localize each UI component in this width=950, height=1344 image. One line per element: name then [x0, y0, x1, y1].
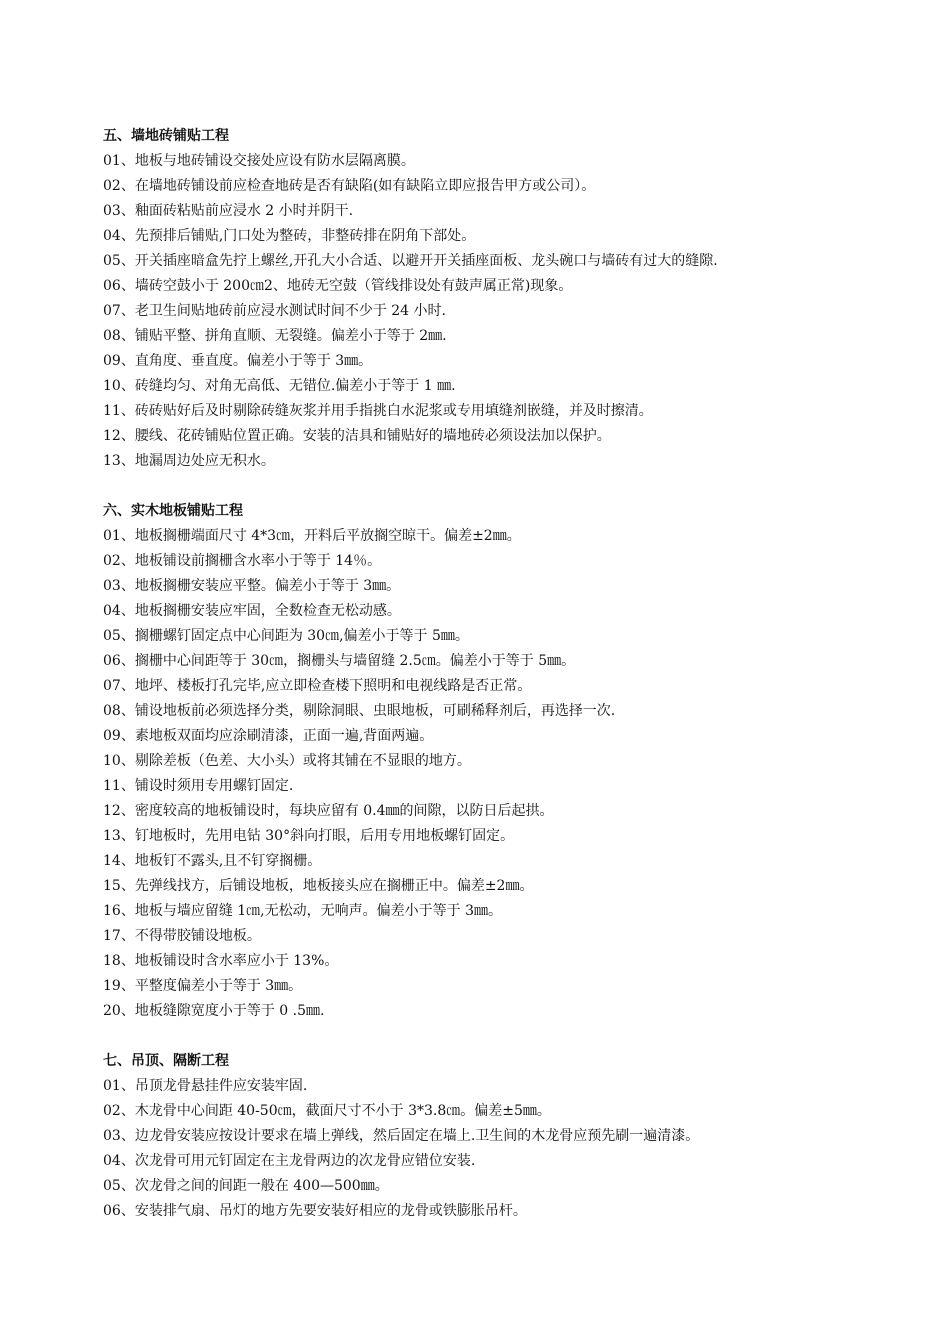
list-item: 07、地坪、楼板打孔完毕,应立即检查楼下照明和电视线路是否正常。 — [103, 678, 532, 694]
list-item: 09、直角度、垂直度。偏差小于等于 3㎜。 — [103, 353, 373, 369]
list-item: 17、不得带胶铺设地板。 — [103, 928, 261, 944]
list-item: 15、先弹线找方，后铺设地板，地板接头应在搁栅正中。偏差±2㎜。 — [103, 878, 534, 894]
section-heading: 五、墙地砖铺贴工程 — [103, 128, 229, 144]
list-item: 03、釉面砖粘贴前应浸水 2 小时并阴干. — [103, 203, 354, 219]
list-item: 01、吊顶龙骨悬挂件应安装牢固. — [103, 1078, 308, 1094]
list-item: 06、墙砖空鼓小于 200㎝2、地砖无空鼓（管线排设处有鼓声属正常)现象。 — [103, 278, 573, 294]
section-heading: 七、吊顶、隔断工程 — [103, 1053, 229, 1069]
list-item: 14、地板钉不露头,且不钉穿搁栅。 — [103, 853, 322, 869]
list-item: 01、地板与地砖铺设交接处应设有防水层隔离膜。 — [103, 153, 415, 169]
list-item: 05、开关插座暗盒先拧上螺丝,开孔大小合适、以避开开关插座面板、龙头碗口与墙砖有过大的缝隙. — [103, 253, 718, 269]
list-item: 13、地漏周边处应无积水。 — [103, 453, 275, 469]
document-page — [103, 124, 903, 1224]
section-wood-floor — [103, 499, 903, 1024]
list-item: 10、砖缝均匀、对角无高低、无错位.偏差小于等于 1 ㎜. — [103, 378, 456, 394]
list-item: 04、先预排后铺贴,门口处为整砖，非整砖排在阴角下部处。 — [103, 228, 476, 244]
list-item: 02、木龙骨中心间距 40-50㎝，截面尺寸不小于 3*3.8㎝。偏差±5㎜。 — [103, 1103, 551, 1119]
list-item: 03、边龙骨安装应按设计要求在墙上弹线，然后固定在墙上.卫生间的木龙骨应预先刷一遍清漆。 — [103, 1128, 700, 1144]
list-item: 10、剔除差板（色差、大小头）或将其铺在不显眼的地方。 — [103, 753, 471, 769]
list-item: 04、地板搁栅安装应牢固，全数检查无松动感。 — [103, 603, 401, 619]
list-item: 20、地板缝隙宽度小于等于 0 .5㎜. — [103, 1003, 325, 1019]
list-item: 01、地板搁栅端面尺寸 4*3㎝，开料后平放搁空晾干。偏差±2㎜。 — [103, 528, 521, 544]
list-item: 03、地板搁栅安装应平整。偏差小于等于 3㎜。 — [103, 578, 401, 594]
list-item: 13、钉地板时，先用电钻 30°斜向打眼，后用专用地板螺钉固定。 — [103, 828, 515, 844]
list-item: 12、腰线、花砖铺贴位置正确。安装的洁具和铺贴好的墙地砖必须设法加以保护。 — [103, 428, 611, 444]
list-item: 11、砖砖贴好后及时剔除砖缝灰浆并用手指挑白水泥浆或专用填缝剂嵌缝，并及时擦清。 — [103, 403, 653, 419]
section-tile-work — [103, 124, 903, 474]
list-item: 09、素地板双面均应涂刷清漆，正面一遍,背面两遍。 — [103, 728, 434, 744]
list-item: 02、在墙地砖铺设前应检查地砖是否有缺陷(如有缺陷立即应报告甲方或公司）。 — [103, 178, 596, 194]
list-item: 08、铺设地板前必须选择分类，剔除洞眼、虫眼地板，可刷稀释剂后，再选择一次. — [103, 703, 616, 719]
list-item: 05、次龙骨之间的间距一般在 400—500㎜。 — [103, 1178, 389, 1194]
list-item: 12、密度较高的地板铺设时，每块应留有 0.4㎜的间隙，以防日后起拱。 — [103, 803, 554, 819]
list-item: 06、安装排气扇、吊灯的地方先要安装好相应的龙骨或铁膨胀吊杆。 — [103, 1203, 527, 1219]
list-item: 11、铺设时须用专用螺钉固定. — [103, 778, 294, 794]
list-item: 16、地板与墙应留缝 1㎝,无松动，无响声。偏差小于等于 3㎜。 — [103, 903, 502, 919]
list-item: 19、平整度偏差小于等于 3㎜。 — [103, 978, 303, 994]
section-ceiling-partition — [103, 1049, 903, 1224]
list-item: 18、地板铺设时含水率应小于 13%。 — [103, 953, 339, 969]
list-item: 08、铺贴平整、拼角直顺、无裂缝。偏差小于等于 2㎜. — [103, 328, 447, 344]
list-item: 06、搁栅中心间距等于 30㎝，搁栅头与墙留缝 2.5㎝。偏差小于等于 5㎜。 — [103, 653, 576, 669]
list-item: 07、老卫生间贴地砖前应浸水测试时间不少于 24 小时. — [103, 303, 446, 319]
section-heading: 六、实木地板铺贴工程 — [103, 503, 243, 519]
list-item: 05、搁栅螺钉固定点中心间距为 30㎝,偏差小于等于 5㎜。 — [103, 628, 469, 644]
list-item: 04、次龙骨可用元钉固定在主龙骨两边的次龙骨应错位安装. — [103, 1153, 476, 1169]
list-item: 02、地板铺设前搁栅含水率小于等于 14％。 — [103, 553, 382, 569]
